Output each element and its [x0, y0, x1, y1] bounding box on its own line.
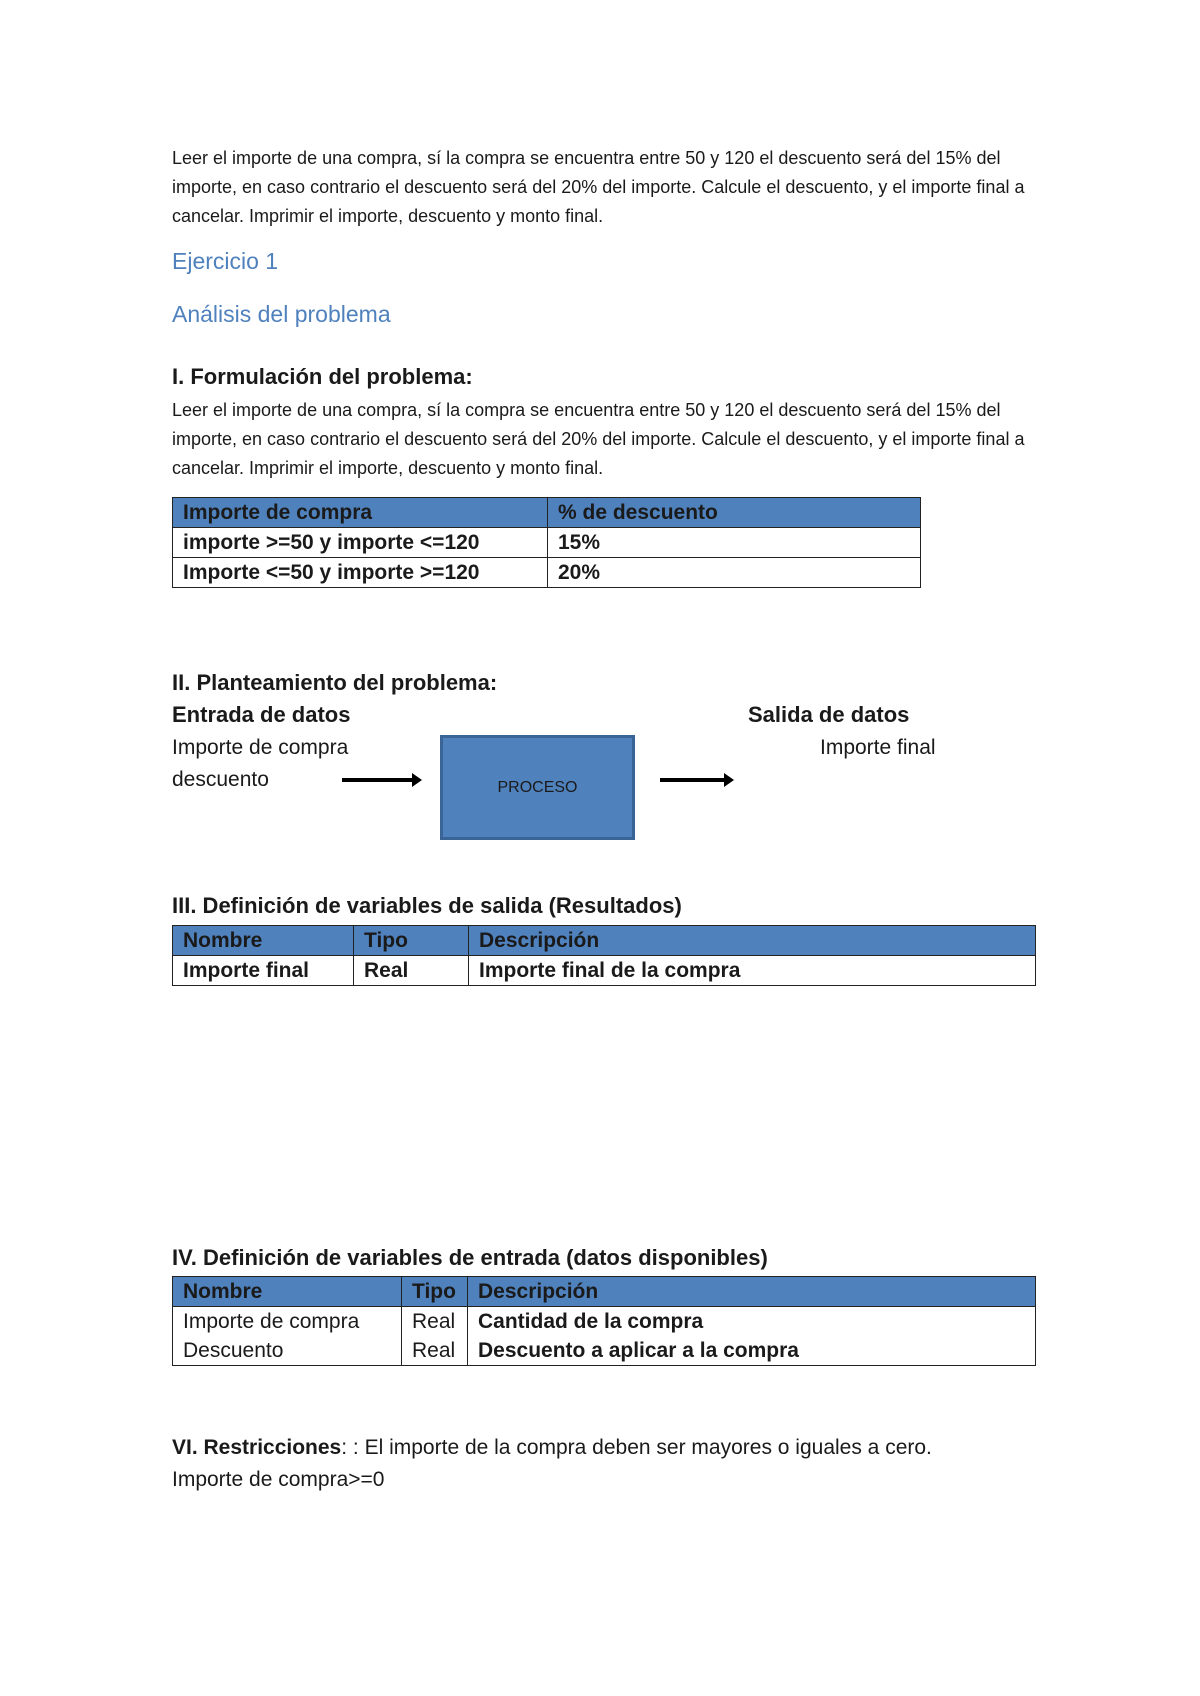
output-title: Salida de datos [748, 702, 910, 727]
section3-title: III. Definición de variables de salida (Resultados) [172, 893, 682, 918]
process-label: PROCESO [497, 778, 578, 796]
table-cell: Real [354, 956, 469, 986]
table-cell: Importe <=50 y importe >=120 [173, 558, 548, 588]
header-cell: Nombre [173, 1277, 402, 1307]
table-row [173, 528, 921, 558]
header-cell: Descripción [469, 926, 1036, 956]
section2-title: II. Planteamiento del problema: [172, 670, 498, 695]
table-cell: Importe final de la compra [469, 956, 1036, 986]
header-cell: Nombre [173, 926, 354, 956]
restrictions-text: : : El importe de la compra deben ser mayores o iguales a cero. [341, 1436, 932, 1459]
table-cell: Real [402, 1307, 468, 1337]
table-row [173, 1307, 1036, 1337]
section1-title: I. Formulación del problema: [172, 364, 473, 389]
input-variables-table [172, 1276, 1036, 1366]
section1-paragraph: Leer el importe de una compra, sí la compra se encuentra entre 50 y 120 el descuento será del 15% del importe, en caso contrario el descuento será del 20% del importe. Calcule el descuento, y el importe final a cancelar. Imprimir el importe, descuento y monto final. [172, 400, 1025, 478]
header-cell: Descripción [468, 1277, 1036, 1307]
input-arrow [342, 778, 414, 782]
intro-paragraph: Leer el importe de una compra, sí la compra se encuentra entre 50 y 120 el descuento será del 15% del importe, en caso contrario el descuento será del 20% del importe. Calcule el descuento, y el importe final a cancelar. Imprimir el importe, descuento y monto final. [172, 148, 1025, 226]
header-cell: Tipo [402, 1277, 468, 1307]
table-header-row [173, 1277, 1036, 1307]
restrictions-formula: Importe de compra>=0 [172, 1468, 385, 1491]
table-cell: 20% [548, 558, 921, 588]
table-row [173, 1336, 1036, 1366]
output-variables-table [172, 925, 1036, 986]
analysis-title: Análisis del problema [172, 301, 391, 327]
table-header-row [173, 926, 1036, 956]
table-cell: Descuento a aplicar a la compra [468, 1336, 1036, 1366]
input-item: Importe de compra [172, 736, 349, 759]
table-cell: 15% [548, 528, 921, 558]
process-box [440, 735, 635, 840]
restrictions-line [172, 1436, 932, 1460]
table-row [173, 558, 921, 588]
output-arrow [660, 778, 726, 782]
table-cell: importe >=50 y importe <=120 [173, 528, 548, 558]
output-item: Importe final [820, 736, 936, 759]
input-title: Entrada de datos [172, 702, 351, 727]
table-row [173, 956, 1036, 986]
header-cell: Importe de compra [173, 498, 548, 528]
table-cell: Cantidad de la compra [468, 1307, 1036, 1337]
table-header-row [173, 498, 921, 528]
section4-title: IV. Definición de variables de entrada (datos disponibles) [172, 1245, 768, 1270]
table-cell: Descuento [173, 1336, 402, 1366]
table-cell: Importe final [173, 956, 354, 986]
input-item: descuento [172, 768, 269, 791]
table-cell: Real [402, 1336, 468, 1366]
header-cell: % de descuento [548, 498, 921, 528]
discount-table [172, 497, 921, 588]
header-cell: Tipo [354, 926, 469, 956]
restrictions-label: VI. Restricciones [172, 1436, 342, 1459]
exercise-title: Ejercicio 1 [172, 248, 279, 274]
table-cell: Importe de compra [173, 1307, 402, 1337]
